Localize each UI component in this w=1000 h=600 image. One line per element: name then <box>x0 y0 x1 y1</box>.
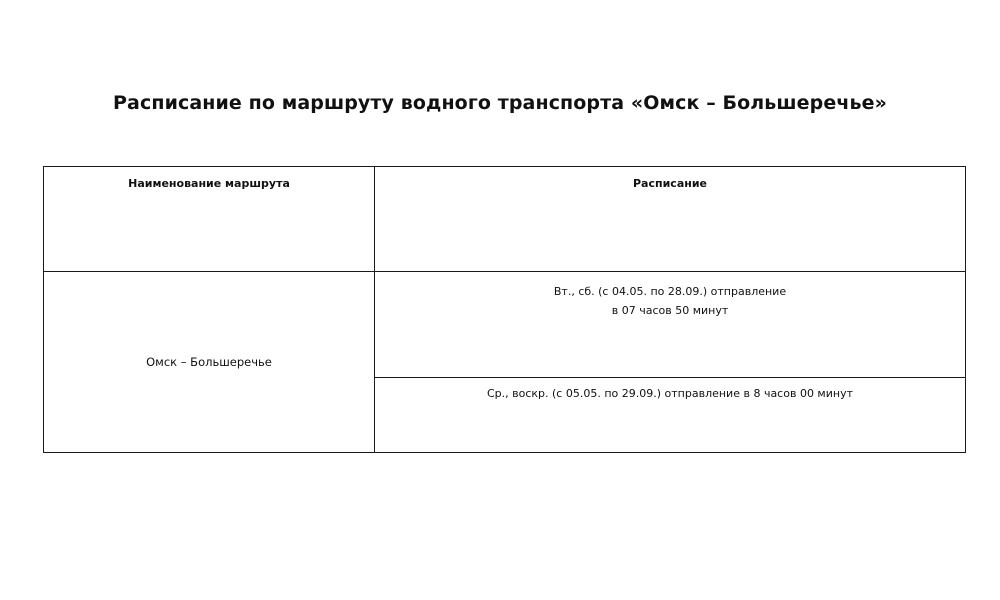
schedule-cell-wed-sun <box>375 378 965 452</box>
schedule-text-line: Вт., сб. (с 04.05. по 28.09.) отправление <box>553 285 787 298</box>
schedule-cell-tue-sat <box>375 272 965 378</box>
schedule-text-line: Ср., воскр. (с 05.05. по 29.09.) отправление в 8 часов 00 минут <box>486 387 853 400</box>
route-name-text: Омск – Большеречье <box>146 355 272 369</box>
header-route-name: Наименование маршрута <box>44 167 375 272</box>
header-schedule: Расписание <box>375 167 965 272</box>
route-name-cell <box>44 272 375 452</box>
schedule-table <box>43 166 966 453</box>
schedule-text-line: в 07 часов 50 минут <box>611 304 729 317</box>
page-title: Расписание по маршруту водного транспорта «Омск – Большеречье» <box>113 92 887 114</box>
